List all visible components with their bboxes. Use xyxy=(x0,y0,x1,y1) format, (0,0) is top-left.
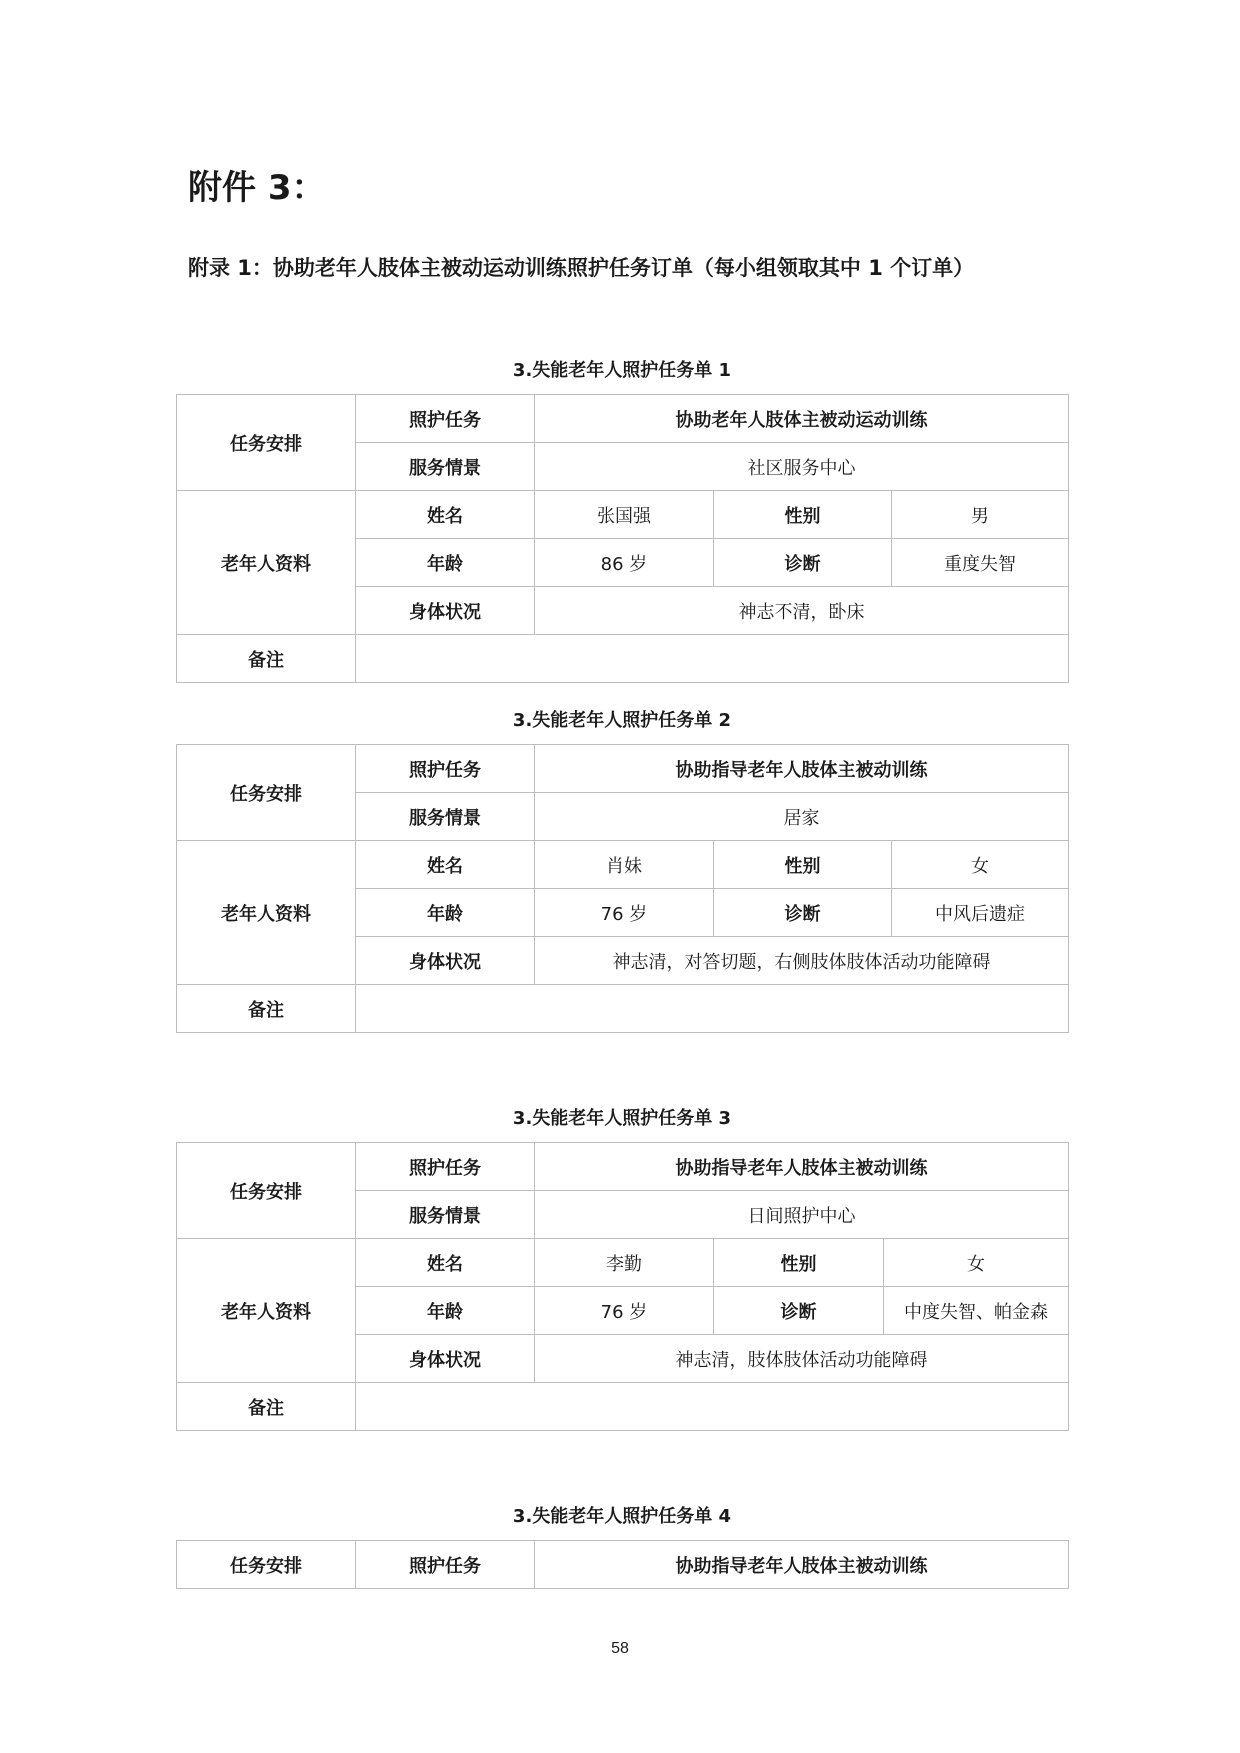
appendix-title: 附录 1：协助老年人肢体主被动运动训练照护任务订单（每小组领取其中 1 个订单） xyxy=(188,256,975,280)
age-value: 76 岁 xyxy=(535,889,714,937)
elder-info-label: 老年人资料 xyxy=(177,841,356,985)
diagnosis-value: 重度失智 xyxy=(892,539,1069,587)
task-arrangement-label: 任务安排 xyxy=(177,1143,356,1239)
order-3-caption: 3.失能老年人照护任务单 3 xyxy=(512,1108,732,1129)
name-value: 李勤 xyxy=(535,1239,714,1287)
name-value: 张国强 xyxy=(535,491,714,539)
service-scenario-label: 服务情景 xyxy=(356,793,535,841)
age-label: 年龄 xyxy=(356,539,535,587)
name-value: 肖妹 xyxy=(535,841,714,889)
remarks-value xyxy=(356,635,1069,683)
name-label: 姓名 xyxy=(356,1239,535,1287)
gender-label: 性别 xyxy=(714,841,892,889)
care-task-label: 照护任务 xyxy=(356,1541,535,1589)
service-scenario-label: 服务情景 xyxy=(356,443,535,491)
physical-condition-value: 神志清，肢体肢体活动功能障碍 xyxy=(535,1335,1069,1383)
age-label: 年龄 xyxy=(356,889,535,937)
gender-label: 性别 xyxy=(714,491,892,539)
remarks-label: 备注 xyxy=(177,635,356,683)
service-scenario-value: 居家 xyxy=(535,793,1069,841)
physical-condition-label: 身体状况 xyxy=(356,937,535,985)
age-value: 76 岁 xyxy=(535,1287,714,1335)
care-task-label: 照护任务 xyxy=(356,1143,535,1191)
gender-value: 女 xyxy=(892,841,1069,889)
care-task-value: 协助指导老年人肢体主被动训练 xyxy=(535,745,1069,793)
service-scenario-value: 社区服务中心 xyxy=(535,443,1069,491)
task-arrangement-label: 任务安排 xyxy=(177,745,356,841)
gender-label: 性别 xyxy=(714,1239,884,1287)
diagnosis-value: 中度失智、帕金森 xyxy=(884,1287,1069,1335)
physical-condition-value: 神志不清，卧床 xyxy=(535,587,1069,635)
name-label: 姓名 xyxy=(356,491,535,539)
age-label: 年龄 xyxy=(356,1287,535,1335)
order-1-caption: 3.失能老年人照护任务单 1 xyxy=(512,360,732,381)
order-2-table xyxy=(176,744,1069,1033)
care-task-label: 照护任务 xyxy=(356,395,535,443)
order-3-table xyxy=(176,1142,1069,1431)
care-task-value: 协助指导老年人肢体主被动训练 xyxy=(535,1541,1069,1589)
name-label: 姓名 xyxy=(356,841,535,889)
diagnosis-value: 中风后遗症 xyxy=(892,889,1069,937)
elder-info-label: 老年人资料 xyxy=(177,1239,356,1383)
order-1-table xyxy=(176,394,1069,683)
care-task-label: 照护任务 xyxy=(356,745,535,793)
diagnosis-label: 诊断 xyxy=(714,1287,884,1335)
physical-condition-label: 身体状况 xyxy=(356,587,535,635)
age-value: 86 岁 xyxy=(535,539,714,587)
order-4-table xyxy=(176,1540,1069,1589)
page-heading: 附件 3： xyxy=(188,168,326,208)
gender-value: 女 xyxy=(884,1239,1069,1287)
order-2-caption: 3.失能老年人照护任务单 2 xyxy=(512,710,732,731)
physical-condition-label: 身体状况 xyxy=(356,1335,535,1383)
task-arrangement-label: 任务安排 xyxy=(177,395,356,491)
page-number: 58 xyxy=(611,1640,629,1657)
diagnosis-label: 诊断 xyxy=(714,889,892,937)
order-4-caption: 3.失能老年人照护任务单 4 xyxy=(512,1506,732,1527)
gender-value: 男 xyxy=(892,491,1069,539)
remarks-label: 备注 xyxy=(177,1383,356,1431)
elder-info-label: 老年人资料 xyxy=(177,491,356,635)
physical-condition-value: 神志清，对答切题，右侧肢体肢体活动功能障碍 xyxy=(535,937,1069,985)
remarks-value xyxy=(356,1383,1069,1431)
care-task-value: 协助指导老年人肢体主被动训练 xyxy=(535,1143,1069,1191)
remarks-value xyxy=(356,985,1069,1033)
task-arrangement-label: 任务安排 xyxy=(177,1541,356,1589)
service-scenario-label: 服务情景 xyxy=(356,1191,535,1239)
diagnosis-label: 诊断 xyxy=(714,539,892,587)
care-task-value: 协助老年人肢体主被动运动训练 xyxy=(535,395,1069,443)
remarks-label: 备注 xyxy=(177,985,356,1033)
service-scenario-value: 日间照护中心 xyxy=(535,1191,1069,1239)
